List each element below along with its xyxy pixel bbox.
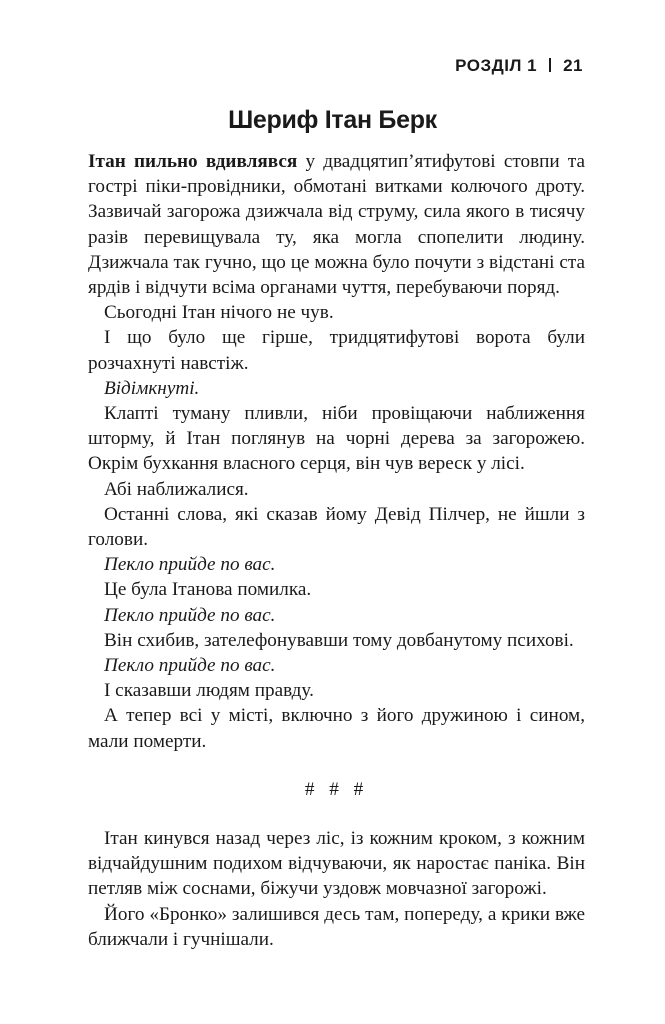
paragraph [88, 502, 585, 552]
paragraph [88, 703, 585, 753]
chapter-label: РОЗДІЛ 1 [455, 56, 538, 75]
paragraph [88, 577, 585, 602]
paragraph-text: А тепер всі у місті, включно з його дружиною і сином, мали померти. [88, 705, 585, 752]
paragraph [88, 826, 585, 902]
paragraph-italic [88, 376, 585, 401]
paragraph-text: І сказавши людям правду. [104, 680, 314, 702]
paragraph-text: Клапті туману пливли, ніби провіщаючи наближення шторму, й Ітан поглянув на чорні дерева за загорожею. Окрім бухкання власного серця, він чув вереск у лісі. [88, 403, 585, 475]
paragraph-text: Пекло прийде по вас. [104, 604, 276, 626]
paragraph [88, 678, 585, 703]
paragraph-text: Відімкнуті. [104, 377, 200, 399]
paragraph-italic [88, 552, 585, 577]
paragraph-text: Його «Бронко» залишився десь там, попереду, а крики вже ближчали і гучнішали. [88, 903, 585, 950]
paragraph-text: Абі наближалися. [104, 478, 249, 500]
running-head [455, 56, 583, 76]
paragraph-text: Пекло прийде по вас. [104, 655, 276, 677]
paragraph [88, 300, 585, 325]
paragraph-italic [88, 603, 585, 628]
header-separator [549, 58, 551, 72]
paragraph [88, 401, 585, 477]
paragraph-text: Пекло прийде по вас. [104, 554, 276, 576]
paragraph-italic [88, 653, 585, 678]
paragraph [88, 902, 585, 952]
paragraph-text: Ітан кинувся назад через ліс, із кожним кроком, з кожним відчайдушним подихом відчуваючи, як наростає паніка. Він петляв між соснами, біжучи уздовж мовчазної загорожі. [88, 828, 585, 900]
paragraph [88, 325, 585, 375]
paragraph-text: у двадцятип’ятифутові стовпи та гострі піки-провідники, обмотані витками колючого дроту. Зазвичай загорожа дзижчала від струму, сила якого в тисячу разів перевищувала ту, яка могла спопелити людину. Дзижчала так гучно, що це можна було почути з відстані ста ярдів і відчути всіма органами чуття, перебуваючи поряд. [88, 151, 586, 299]
paragraph [88, 477, 585, 502]
paragraph-text: Він схибив, зателефонувавши тому довбанутому психові. [104, 629, 574, 651]
body-text [88, 149, 585, 952]
chapter-title: Шериф Ітан Берк [228, 106, 437, 134]
paragraph-text: Останні слова, які сказав йому Девід Пілчер, не йшли з голови. [88, 503, 585, 551]
paragraph [88, 149, 585, 300]
page-number: 21 [563, 56, 583, 75]
scene-break: # # # [304, 778, 369, 800]
paragraph-lead: Ітан пильно вдивлявся [88, 151, 298, 172]
paragraph-text: Це була Ітанова помилка. [104, 579, 312, 601]
paragraph [88, 628, 585, 653]
paragraph-text: І що було ще гірше, тридцятифутові ворота були розчахнуті навстіж. [88, 327, 585, 374]
paragraph-text: Сьогодні Ітан нічого не чув. [104, 302, 334, 324]
